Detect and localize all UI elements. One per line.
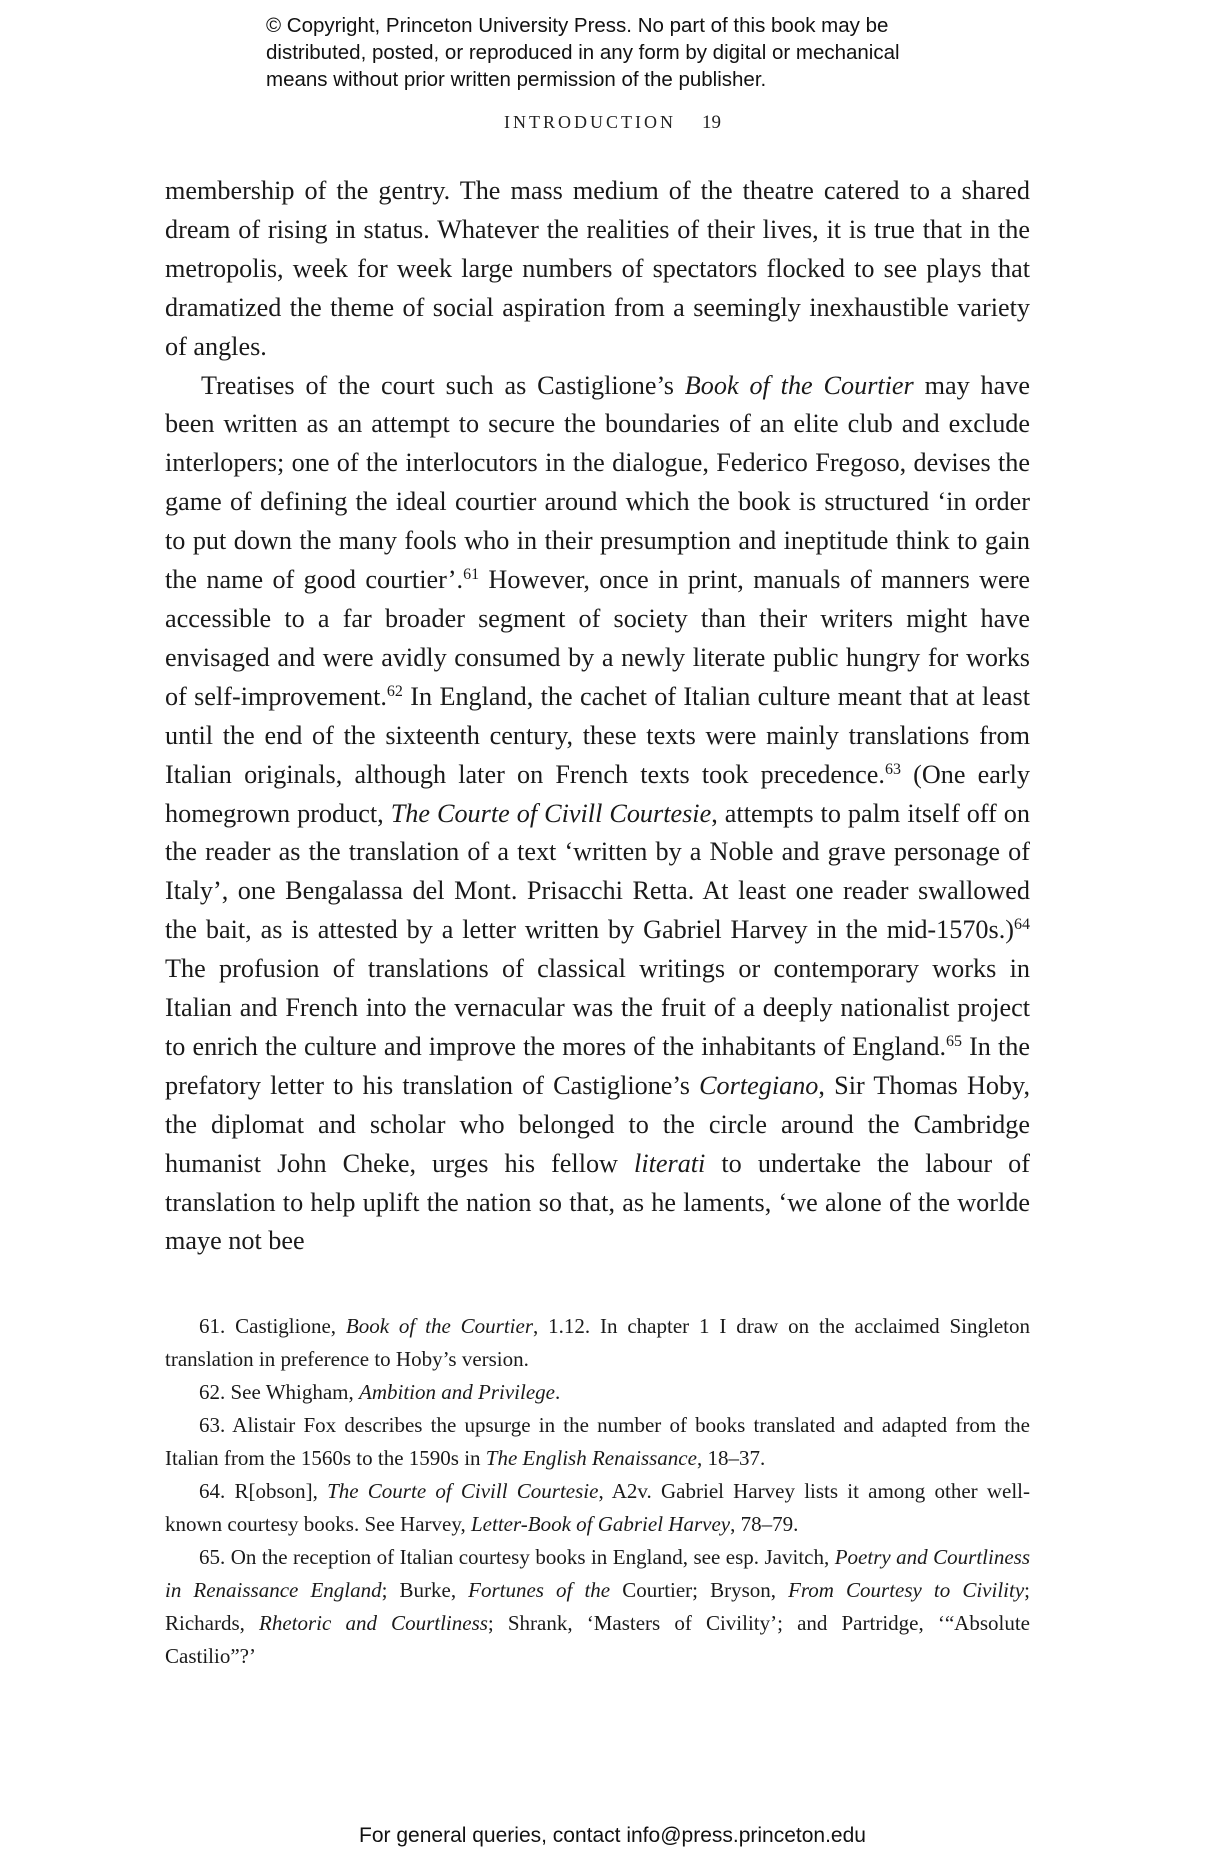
- footnote-title: Poetry and Courtliness in Renaissance England: [165, 1545, 1030, 1602]
- book-title: Cortegiano: [699, 1070, 819, 1100]
- text-run: The profusion of translations of classical writings or contemporary works in Italian and French into the vernacular was the fruit of a deeply nationalist project to enrich the culture and improve the mores of the inhabitants of England.: [165, 954, 1030, 1061]
- footnote-62: [165, 1376, 1030, 1409]
- footnote-65: [165, 1541, 1030, 1673]
- footnote-text: , 18–37.: [696, 1446, 766, 1470]
- footnote-text: ; Shrank, ‘Masters of Civility’; and Partridge, ‘“Absolute Castilio”?’: [165, 1611, 1030, 1668]
- book-title: The Courte of Civill Courtesie: [390, 798, 712, 828]
- footnote-ref-64[interactable]: 64: [1014, 916, 1030, 934]
- footnote-text: , A2v. Gabriel Harvey lists it among other well-known courtesy books. See Harvey,: [165, 1479, 1030, 1536]
- emphasis: literati: [634, 1148, 706, 1178]
- footnote-ref-63[interactable]: 63: [884, 760, 901, 778]
- paragraph: membership of the gentry. The mass medium of the theatre catered to a shared dream of rising in status. Whatever the realities of their lives, it is true that in the metropolis, week for week large numbers of spectators flocked to see plays that dramatized the theme of social aspiration from a seemingly inexhaustible variety of angles.: [165, 176, 1030, 361]
- footnote-61: [165, 1310, 1030, 1376]
- footnote-text: 61. Castiglione,: [199, 1314, 346, 1338]
- footnotes: [165, 1310, 1030, 1673]
- footnote-64: [165, 1475, 1030, 1541]
- text-run: (One early homegrown product,: [165, 759, 1031, 828]
- footnote-text: ; Richards,: [165, 1578, 1030, 1635]
- footnote-ref-61[interactable]: 61: [463, 566, 480, 584]
- footnote-ref-62[interactable]: 62: [386, 682, 403, 700]
- book-title: Book of the Courtier: [684, 370, 914, 400]
- text-run: However, once in print, manuals of manners were accessible to a far broader segment of society than their writers might have envisaged and were avidly consumed by a newly literate public hungry for works of self-improvement.: [165, 565, 1031, 711]
- footnote-title: From Courtesy to Civility: [788, 1578, 1025, 1602]
- text-run: In the prefatory letter to his translation of Castiglione’s: [165, 1031, 1030, 1100]
- paragraph: [165, 367, 1030, 1262]
- chapter-title: INTRODUCTION: [504, 112, 676, 132]
- main-text: [165, 172, 1030, 1261]
- text-run: Treatises of the court such as Castiglione’s: [201, 370, 685, 400]
- copyright-notice: [266, 12, 1026, 93]
- text-run: , attempts to palm itself off on the reader as the translation of a text ‘written by a Noble and grave personage of Italy’, one Bengalassa del Mont. Prisacchi Retta. At least one reader swallowed the bait, as is attested by a letter written by Gabriel Harvey in the mid-1570s.): [165, 798, 1030, 945]
- footer-contact: For general queries, contact info@press.princeton.edu: [359, 1824, 866, 1847]
- footnote-text: , 78–79.: [730, 1512, 799, 1536]
- footnote-text: 64. R[obson],: [199, 1479, 328, 1503]
- page-number: 19: [701, 112, 721, 133]
- text-run: may have been written as an attempt to secure the boundaries of an elite club and exclude interlopers; one of the interlocutors in the dialogue, Federico Fregoso, devises the game of defining the ideal courtier around which the book is structured ‘in order to put down the many fools who in their presumption and ineptitude think to gain the name of good courtier’.: [165, 370, 1030, 595]
- footnote-text: 63. Alistair Fox describes the upsurge in the number of books translated and adapted from the Italian from the 1560s to the 1590s in: [165, 1413, 1030, 1470]
- text-run: to undertake the labour of translation to help uplift the nation so that, as he laments, ‘we alone of the worlde maye not bee: [165, 1148, 1030, 1256]
- footnote-title: The English Renaissance: [485, 1446, 697, 1470]
- footnote-title: Letter-Book of Gabriel Harvey: [471, 1512, 731, 1536]
- footnote-title: Rhetoric and Courtliness: [259, 1611, 488, 1635]
- footnote-title: Book of the Courtier: [345, 1314, 533, 1338]
- copyright-line: distributed, posted, or reproduced in any form by digital or mechanical: [266, 41, 900, 64]
- footnote-title: Fortunes of the: [468, 1578, 611, 1602]
- footnote-text: 65. On the reception of Italian courtesy books in England, see esp. Javitch,: [199, 1545, 835, 1569]
- footnote-text: 62. See Whigham,: [199, 1380, 360, 1404]
- running-head: [0, 112, 1225, 134]
- footnote-text: .: [554, 1380, 561, 1404]
- footnote-title: Ambition and Privilege: [359, 1380, 555, 1404]
- footnote-63: [165, 1409, 1030, 1475]
- copyright-line: © Copyright, Princeton University Press. No part of this book may be: [266, 14, 889, 37]
- footnote-text: Courtier; Bryson,: [610, 1578, 789, 1602]
- copyright-line: means without prior written permission of the publisher.: [266, 68, 767, 91]
- footnote-text: ; Burke,: [381, 1578, 469, 1602]
- text-run: , Sir Thomas Hoby, the diplomat and scholar who belonged to the circle around the Cambridge humanist John Cheke, urges his fellow: [165, 1070, 1030, 1178]
- footnote-text: , 1.12. In chapter 1 I draw on the acclaimed Singleton translation in preference to Hoby’s version.: [165, 1314, 1030, 1371]
- text-run: In England, the cachet of Italian culture meant that at least until the end of the sixteenth century, these texts were mainly translations from Italian originals, although later on French texts took precedence.: [165, 681, 1030, 789]
- footnote-title: The Courte of Civill Courtesie: [327, 1479, 599, 1503]
- footnote-ref-65[interactable]: 65: [946, 1032, 962, 1050]
